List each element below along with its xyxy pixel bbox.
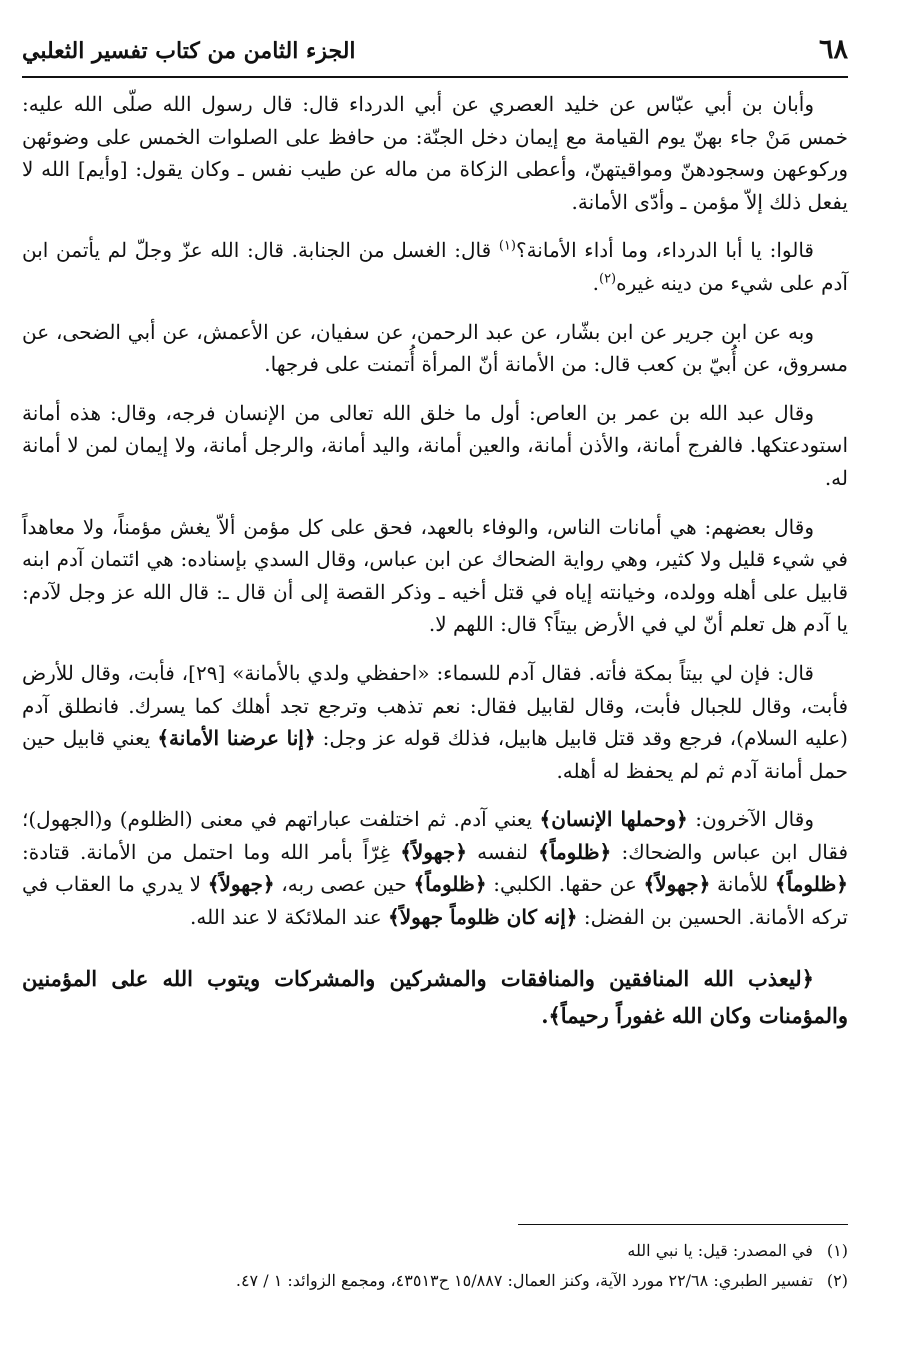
paragraph-3: وبه عن ابن جرير عن ابن بشّار، عن عبد الرحمن، عن سفيان، عن الأعمش، عن أبي الضحى، عن مسروق، عن أُبيّ بن كعب قال: من الأمانة أنّ المرأة أُتمنت على فرجها. — [22, 319, 848, 377]
paragraph-text: يعني آدم. ثم اختلفت عباراتهم في معنى (الظلوم) و(الجهول)؛ فقال ابن عباس والضحاك: — [22, 807, 849, 864]
paragraph-text: قال: فإن لي بيتاً بمكة فأته. فقال آدم للسماء: «احفظي ولدي بالأمانة» [٢٩]، فأبت، وقال للأرض فأبت، وقال للجبال فأبت، وقال لقابيل فقال: نعم تذهب وترجع تجد أهلك كما يسرك. فانطلق آدم (عليه السلام)، فرجع وقد قتل قابيل هابيل، فذلك قوله عز وجل: — [22, 660, 849, 751]
footnote-1 — [22, 1236, 848, 1266]
quran-quote: ﴿ظلوماً﴾ — [774, 872, 849, 897]
page-number: ٦٨ — [818, 34, 848, 65]
quran-quote: ﴿جهولاً﴾ — [207, 872, 275, 897]
main-text — [22, 88, 848, 1050]
paragraph-2 — [22, 234, 848, 299]
paragraph-text: عن حقها. الكلبي: — [486, 872, 644, 897]
paragraph-text: للأمانة — [710, 872, 775, 897]
paragraph-text: وقال الآخرون: — [687, 807, 814, 832]
quran-quote: ﴿إنا عرضنا الأمانة﴾ — [157, 726, 316, 751]
paragraph-text: قال: الغسل من الجنابة. قال: الله عزّ وجلّ لم يأتمن ابن آدم على شيء من دينه غيره — [22, 238, 848, 295]
paragraph-text: يعني قابيل حين حمل أمانة آدم ثم لم يحفظ له أهله. — [22, 726, 848, 783]
footnote-2 — [22, 1266, 848, 1296]
footnotes — [22, 1236, 848, 1296]
verse-paragraph: ﴿ليعذب الله المنافقين والمنافقات والمشركين والمشركات ويتوب الله على المؤمنين والمؤمنات وكان الله غفوراً رحيماً﴾. — [22, 965, 848, 1028]
paragraph-text: عند الملائكة لا عند الله. — [190, 905, 389, 930]
footnote-ref-1: (١) — [498, 238, 516, 254]
footnote-number: (١) — [826, 1241, 848, 1260]
paragraph-text: . — [592, 270, 599, 295]
quran-quote: ﴿ظلوماً﴾ — [413, 872, 487, 897]
quran-quote: ﴿جهولاً﴾ — [643, 872, 711, 897]
paragraph-text: حين عصى ربه، — [274, 872, 414, 897]
paragraph-1: وأبان بن أبي عبّاس عن خليد العصري عن أبي الدرداء قال: قال رسول الله صلّى الله عليه: خمس مَنْ جاء بهنّ يوم القيامة مع إيمان دخل الجنّة: من حافظ على الصلوات الخمس على وضوئهن وركوعهن وسجودهنّ ومواقيتهنّ، وأعطى الزكاة من ماله عن طيب نفس ـ وكان يقول: [وأيم] الله لا يفعل ذلك إلاّ مؤمن ـ وأدّى الأمانة. — [22, 92, 848, 214]
footnote-number: (٢) — [826, 1271, 848, 1290]
paragraph-5: وقال بعضهم: هي أمانات الناس، والوفاء بالعهد، فحق على كل مؤمن ألاّ يغش مؤمناً، ولا معاهداً في شيء قليل ولا كثير، وهي رواية الضحاك عن ابن عباس، وقال السدي بإسناده: هي ائتمان آدم ابنه قابيل على أهله وولده، وخيانته إياه في قتل أخيه ـ وذكر القصة إلى أن قال ـ: قال الله عز وجل لآدم: يا آدم هل تعلم أنّ لي في الأرض بيتاً؟ قال: اللهم لا. — [22, 514, 848, 637]
paragraph-text: غِرّاً بأمر الله وما احتمل من الأمانة. قتادة: — [22, 839, 401, 864]
quran-quote: ﴿جهولاً﴾ — [400, 839, 467, 864]
footnote-text: في المصدر: قيل: يا نبي الله — [627, 1241, 813, 1260]
header-divider — [22, 76, 848, 78]
paragraph-text: لنفسه — [466, 839, 539, 864]
running-title: الجزء الثامن من كتاب تفسير الثعلبي — [22, 38, 356, 64]
quran-quote: ﴿ظلوماً﴾ — [538, 839, 612, 864]
footnote-text: تفسير الطبري: ٢٢/٦٨ مورد الآية، وكنز العمال: ١٥/٨٨٧ ح٤٣٥١٣، ومجمع الزوائد: ١ / ٤٧. — [235, 1271, 813, 1290]
paragraph-6 — [22, 657, 848, 787]
paragraph-text: قالوا: يا أبا الدرداء، وما أداء الأمانة؟ — [515, 238, 814, 263]
quran-quote: ﴿وحملها الإنسان﴾ — [539, 807, 688, 832]
quran-quote: ﴿إنه كان ظلوماً جهولاً﴾ — [388, 905, 578, 930]
footnote-ref-2: (٢) — [598, 271, 617, 287]
paragraph-text: لا يدري ما العقاب في تركه الأمانة. الحسين بن الفضل: — [22, 872, 848, 930]
footnote-divider — [518, 1224, 848, 1225]
paragraph-4: وقال عبد الله بن عمر بن العاص: أول ما خلق الله تعالى من الإنسان فرجه، وقال: هذه أمانة استودعتكها. فالفرج أمانة، والأذن أمانة، والعين أمانة، واليد أمانة، والرجل أمانة، ولا إيمان لمن لا أمانة له. — [22, 400, 849, 490]
page-header — [22, 30, 848, 74]
paragraph-7 — [22, 803, 848, 933]
